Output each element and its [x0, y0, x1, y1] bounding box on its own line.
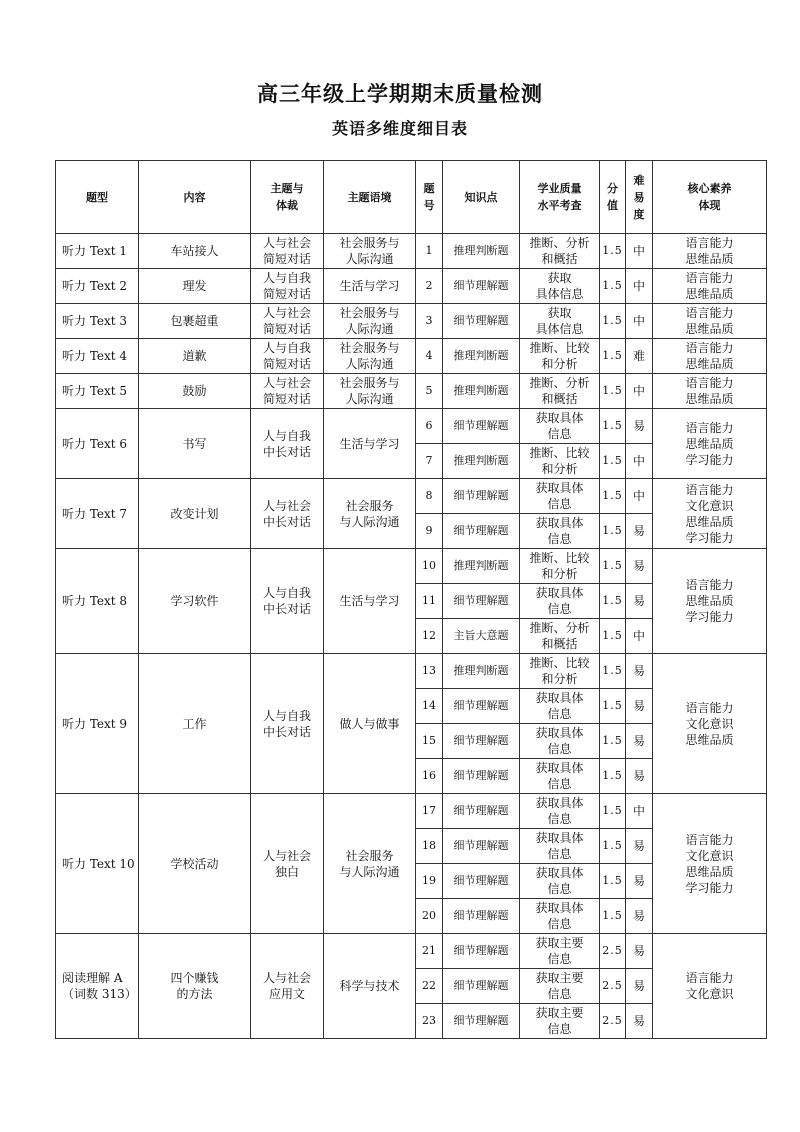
cell-theme-genre: 人与社会 独白 — [251, 794, 324, 934]
cell-theme-genre: 人与自我 中长对话 — [251, 549, 324, 654]
cell-theme-genre: 人与自我 简短对话 — [251, 339, 324, 374]
cell-knowledge: 细节理解题 — [443, 829, 520, 864]
cell-score: 2.5 — [600, 934, 626, 969]
table-row — [56, 654, 767, 689]
cell-qnum: 21 — [416, 934, 443, 969]
cell-literacy: 语言能力 文化意识 思维品质 学习能力 — [653, 479, 767, 549]
cell-level: 获取主要 信息 — [520, 969, 600, 1004]
cell-level: 获取具体 信息 — [520, 479, 600, 514]
cell-content: 包裹超重 — [139, 304, 251, 339]
cell-score: 1.5 — [600, 514, 626, 549]
table-row — [56, 304, 767, 339]
header-context: 主题语境 — [324, 161, 416, 234]
cell-score: 1.5 — [600, 899, 626, 934]
cell-theme-genre: 人与社会 简短对话 — [251, 304, 324, 339]
cell-context: 科学与技术 — [324, 934, 416, 1039]
cell-knowledge: 推理判断题 — [443, 654, 520, 689]
cell-context: 社会服务与 人际沟通 — [324, 304, 416, 339]
cell-qnum: 11 — [416, 584, 443, 619]
cell-knowledge: 细节理解题 — [443, 689, 520, 724]
cell-knowledge: 细节理解题 — [443, 479, 520, 514]
cell-level: 获取具体 信息 — [520, 759, 600, 794]
cell-qnum: 1 — [416, 234, 443, 269]
cell-content: 车站接人 — [139, 234, 251, 269]
table-row — [56, 339, 767, 374]
cell-knowledge: 推理判断题 — [443, 444, 520, 479]
cell-literacy: 语言能力 思维品质 — [653, 374, 767, 409]
cell-literacy: 语言能力 思维品质 — [653, 234, 767, 269]
header-theme-genre: 主题与 体裁 — [251, 161, 324, 234]
cell-context: 社会服务与 人际沟通 — [324, 339, 416, 374]
cell-type: 听力 Text 9 — [56, 654, 139, 794]
cell-knowledge: 细节理解题 — [443, 269, 520, 304]
cell-level: 推断、分析 和概括 — [520, 619, 600, 654]
cell-qnum: 22 — [416, 969, 443, 1004]
cell-qnum: 7 — [416, 444, 443, 479]
cell-literacy: 语言能力 文化意识 — [653, 934, 767, 1039]
cell-difficulty: 中 — [626, 304, 653, 339]
cell-level: 获取具体 信息 — [520, 514, 600, 549]
cell-type: 听力 Text 3 — [56, 304, 139, 339]
cell-qnum: 2 — [416, 269, 443, 304]
table-row — [56, 479, 767, 514]
cell-level: 获取主要 信息 — [520, 934, 600, 969]
cell-level: 推断、分析 和概括 — [520, 234, 600, 269]
cell-score: 1.5 — [600, 619, 626, 654]
cell-level: 推断、比较 和分析 — [520, 444, 600, 479]
cell-literacy: 语言能力 思维品质 学习能力 — [653, 409, 767, 479]
cell-difficulty: 易 — [626, 514, 653, 549]
cell-literacy: 语言能力 思维品质 — [653, 304, 767, 339]
cell-difficulty: 易 — [626, 759, 653, 794]
table-row — [56, 374, 767, 409]
cell-literacy: 语言能力 思维品质 — [653, 269, 767, 304]
cell-difficulty: 易 — [626, 689, 653, 724]
page-title: 高三年级上学期期末质量检测 — [257, 82, 543, 106]
cell-type: 听力 Text 5 — [56, 374, 139, 409]
cell-score: 1.5 — [600, 689, 626, 724]
header-content: 内容 — [139, 161, 251, 234]
table-row — [56, 549, 767, 584]
cell-difficulty: 易 — [626, 654, 653, 689]
cell-context: 做人与做事 — [324, 654, 416, 794]
cell-qnum: 8 — [416, 479, 443, 514]
cell-knowledge: 推理判断题 — [443, 549, 520, 584]
cell-difficulty: 易 — [626, 829, 653, 864]
cell-qnum: 5 — [416, 374, 443, 409]
cell-score: 1.5 — [600, 304, 626, 339]
cell-difficulty: 中 — [626, 234, 653, 269]
cell-type: 听力 Text 2 — [56, 269, 139, 304]
cell-score: 1.5 — [600, 409, 626, 444]
cell-difficulty: 中 — [626, 374, 653, 409]
header-literacy: 核心素养 体现 — [653, 161, 767, 234]
cell-level: 获取主要 信息 — [520, 1004, 600, 1039]
cell-context: 生活与学习 — [324, 409, 416, 479]
cell-qnum: 6 — [416, 409, 443, 444]
cell-context: 社会服务与 人际沟通 — [324, 374, 416, 409]
cell-score: 2.5 — [600, 969, 626, 1004]
cell-knowledge: 细节理解题 — [443, 794, 520, 829]
cell-qnum: 10 — [416, 549, 443, 584]
cell-type: 听力 Text 10 — [56, 794, 139, 934]
cell-level: 获取具体 信息 — [520, 689, 600, 724]
cell-literacy: 语言能力 文化意识 思维品质 学习能力 — [653, 794, 767, 934]
cell-knowledge: 细节理解题 — [443, 864, 520, 899]
spec-table — [55, 160, 767, 1039]
cell-qnum: 16 — [416, 759, 443, 794]
cell-qnum: 14 — [416, 689, 443, 724]
cell-difficulty: 易 — [626, 1004, 653, 1039]
cell-difficulty: 易 — [626, 584, 653, 619]
cell-level: 获取具体 信息 — [520, 794, 600, 829]
cell-score: 1.5 — [600, 724, 626, 759]
cell-level: 获取具体 信息 — [520, 829, 600, 864]
cell-score: 1.5 — [600, 444, 626, 479]
table-row — [56, 269, 767, 304]
cell-type: 听力 Text 1 — [56, 234, 139, 269]
cell-type: 听力 Text 6 — [56, 409, 139, 479]
cell-knowledge: 主旨大意题 — [443, 619, 520, 654]
table-row — [56, 409, 767, 444]
cell-level: 获取具体 信息 — [520, 409, 600, 444]
cell-content: 道歉 — [139, 339, 251, 374]
cell-knowledge: 细节理解题 — [443, 1004, 520, 1039]
cell-score: 1.5 — [600, 479, 626, 514]
cell-score: 2.5 — [600, 1004, 626, 1039]
page-subtitle: 英语多维度细目表 — [331, 119, 468, 138]
cell-difficulty: 难 — [626, 339, 653, 374]
cell-qnum: 3 — [416, 304, 443, 339]
cell-score: 1.5 — [600, 269, 626, 304]
header-score: 分 值 — [600, 161, 626, 234]
cell-difficulty: 易 — [626, 899, 653, 934]
cell-knowledge: 推理判断题 — [443, 339, 520, 374]
cell-context: 生活与学习 — [324, 549, 416, 654]
cell-knowledge: 推理判断题 — [443, 374, 520, 409]
cell-qnum: 12 — [416, 619, 443, 654]
cell-level: 推断、比较 和分析 — [520, 654, 600, 689]
cell-level: 推断、分析 和概括 — [520, 374, 600, 409]
cell-type: 阅读理解 A （词数 313） — [56, 934, 139, 1039]
cell-qnum: 23 — [416, 1004, 443, 1039]
cell-content: 理发 — [139, 269, 251, 304]
cell-level: 获取具体 信息 — [520, 899, 600, 934]
cell-theme-genre: 人与社会 中长对话 — [251, 479, 324, 549]
cell-qnum: 15 — [416, 724, 443, 759]
cell-content: 四个赚钱 的方法 — [139, 934, 251, 1039]
header-qnum: 题 号 — [416, 161, 443, 234]
table-row — [56, 934, 767, 969]
cell-type: 听力 Text 7 — [56, 479, 139, 549]
cell-knowledge: 推理判断题 — [443, 234, 520, 269]
cell-content: 书写 — [139, 409, 251, 479]
cell-content: 学校活动 — [139, 794, 251, 934]
header-type: 题型 — [56, 161, 139, 234]
cell-literacy: 语言能力 文化意识 思维品质 — [653, 654, 767, 794]
header-difficulty: 难 易 度 — [626, 161, 653, 234]
cell-type: 听力 Text 4 — [56, 339, 139, 374]
cell-score: 1.5 — [600, 864, 626, 899]
cell-score: 1.5 — [600, 339, 626, 374]
cell-difficulty: 易 — [626, 864, 653, 899]
cell-knowledge: 细节理解题 — [443, 899, 520, 934]
cell-knowledge: 细节理解题 — [443, 724, 520, 759]
cell-score: 1.5 — [600, 584, 626, 619]
cell-difficulty: 易 — [626, 969, 653, 1004]
cell-knowledge: 细节理解题 — [443, 584, 520, 619]
cell-knowledge: 细节理解题 — [443, 969, 520, 1004]
cell-difficulty: 中 — [626, 619, 653, 654]
cell-score: 1.5 — [600, 794, 626, 829]
table-body — [56, 234, 767, 1039]
cell-context: 社会服务与 人际沟通 — [324, 234, 416, 269]
header-row — [56, 161, 767, 234]
cell-theme-genre: 人与社会 应用文 — [251, 934, 324, 1039]
cell-content: 改变计划 — [139, 479, 251, 549]
cell-difficulty: 易 — [626, 724, 653, 759]
header-knowledge: 知识点 — [443, 161, 520, 234]
cell-score: 1.5 — [600, 759, 626, 794]
cell-context: 社会服务 与人际沟通 — [324, 479, 416, 549]
cell-qnum: 4 — [416, 339, 443, 374]
cell-context: 生活与学习 — [324, 269, 416, 304]
cell-content: 学习软件 — [139, 549, 251, 654]
cell-level: 获取具体 信息 — [520, 584, 600, 619]
cell-content: 鼓励 — [139, 374, 251, 409]
cell-level: 推断、比较 和分析 — [520, 549, 600, 584]
cell-type: 听力 Text 8 — [56, 549, 139, 654]
cell-knowledge: 细节理解题 — [443, 514, 520, 549]
cell-qnum: 9 — [416, 514, 443, 549]
cell-score: 1.5 — [600, 829, 626, 864]
cell-score: 1.5 — [600, 234, 626, 269]
table-row — [56, 234, 767, 269]
cell-knowledge: 细节理解题 — [443, 304, 520, 339]
cell-theme-genre: 人与社会 简短对话 — [251, 374, 324, 409]
cell-qnum: 13 — [416, 654, 443, 689]
cell-content: 工作 — [139, 654, 251, 794]
cell-level: 获取 具体信息 — [520, 269, 600, 304]
cell-score: 1.5 — [600, 549, 626, 584]
header-level: 学业质量 水平考查 — [520, 161, 600, 234]
cell-theme-genre: 人与自我 简短对话 — [251, 269, 324, 304]
cell-level: 获取具体 信息 — [520, 864, 600, 899]
cell-theme-genre: 人与自我 中长对话 — [251, 654, 324, 794]
cell-level: 获取 具体信息 — [520, 304, 600, 339]
cell-theme-genre: 人与自我 中长对话 — [251, 409, 324, 479]
cell-qnum: 19 — [416, 864, 443, 899]
cell-difficulty: 中 — [626, 479, 653, 514]
cell-qnum: 20 — [416, 899, 443, 934]
cell-difficulty: 易 — [626, 934, 653, 969]
cell-qnum: 17 — [416, 794, 443, 829]
cell-level: 获取具体 信息 — [520, 724, 600, 759]
cell-level: 推断、比较 和分析 — [520, 339, 600, 374]
cell-knowledge: 细节理解题 — [443, 409, 520, 444]
cell-difficulty: 中 — [626, 794, 653, 829]
cell-score: 1.5 — [600, 654, 626, 689]
cell-context: 社会服务 与人际沟通 — [324, 794, 416, 934]
cell-qnum: 18 — [416, 829, 443, 864]
cell-difficulty: 中 — [626, 269, 653, 304]
cell-knowledge: 细节理解题 — [443, 759, 520, 794]
cell-score: 1.5 — [600, 374, 626, 409]
table-row — [56, 794, 767, 829]
cell-literacy: 语言能力 思维品质 学习能力 — [653, 549, 767, 654]
cell-knowledge: 细节理解题 — [443, 934, 520, 969]
cell-difficulty: 易 — [626, 409, 653, 444]
cell-theme-genre: 人与社会 简短对话 — [251, 234, 324, 269]
cell-literacy: 语言能力 思维品质 — [653, 339, 767, 374]
cell-difficulty: 中 — [626, 444, 653, 479]
cell-difficulty: 易 — [626, 549, 653, 584]
